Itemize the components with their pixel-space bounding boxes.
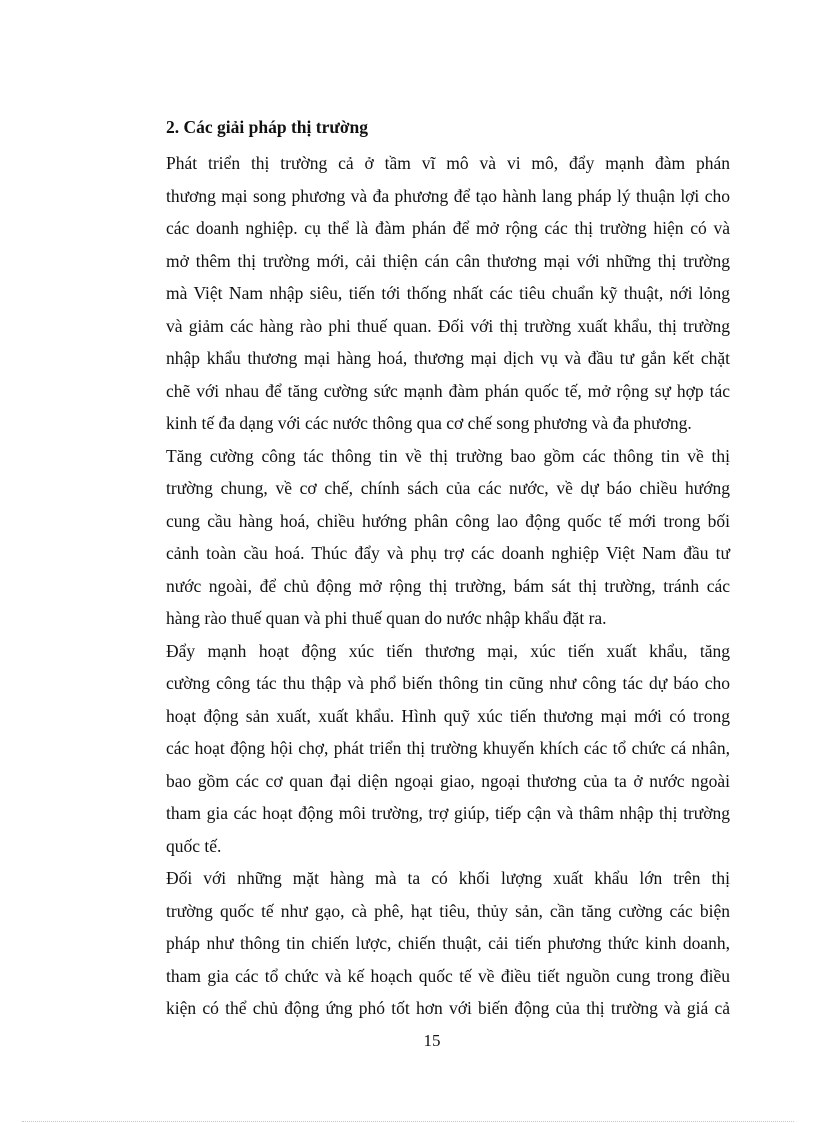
paragraph-line: Phát triển thị trường cả ở tầm vĩ mô và vi mô, đẩy mạnh đàm phán: [166, 153, 730, 173]
paragraph-2: [166, 440, 730, 635]
paragraph-line: bao gồm các cơ quan đại diện ngoại giao, ngoại thương của ta ở nước ngoài: [166, 770, 730, 791]
paragraph-3: [166, 635, 730, 863]
paragraph-line: chẽ với nhau để tăng cường sức mạnh đàm phán quốc tế, mở rộng sự hợp tác: [166, 380, 730, 401]
paragraph-line: và giảm các hàng rào phi thuế quan. Đối với thị trường xuất khẩu, thị trường: [166, 315, 730, 336]
paragraph-line: các hoạt động hội chợ, phát triển thị trường khuyến khích các tổ chức cá nhân,: [166, 738, 730, 758]
paragraph-line: tham gia các hoạt động môi trường, trợ giúp, tiếp cận và thâm nhập thị trường: [166, 803, 730, 823]
paragraph-line: tham gia các tổ chức và kế hoạch quốc tế về điều tiết nguồn cung trong điều: [166, 965, 730, 986]
paragraph-line: trường chung, về cơ chế, chính sách của các nước, về dự báo chiều hướng: [166, 478, 730, 498]
paragraph-line: hoạt động sản xuất, xuất khẩu. Hình quỹ xúc tiến thương mại mới có trong: [166, 705, 730, 726]
paragraph-line: Đối với những mặt hàng mà ta có khối lượng xuất khẩu lớn trên thị: [166, 868, 730, 888]
paragraph-line: kiện có thể chủ động ứng phó tốt hơn với biến động của thị trường và giá cả: [166, 998, 730, 1018]
paragraph-line: quốc tế.: [166, 835, 222, 856]
paragraph-line: mà Việt Nam nhập siêu, tiến tới thống nhất các tiêu chuẩn kỹ thuật, nới lỏng: [166, 283, 730, 303]
paragraph-1: [166, 147, 730, 440]
paragraph-line: mở thêm thị trường mới, cải thiện cán cân thương mại với những thị trường: [166, 250, 730, 271]
paragraph-line: cường công tác thu thập và phổ biến thông tin cũng như công tác dự báo cho: [166, 673, 730, 693]
paragraph-line: Tăng cường công tác thông tin về thị trường bao gồm các thông tin về thị: [166, 445, 730, 466]
document-body: [166, 113, 730, 1025]
paragraph-line: cung cầu hàng hoá, chiều hướng phân công lao động quốc tế mới trong bối: [166, 510, 730, 531]
paragraph-line: trường quốc tế như gạo, cà phê, hạt tiêu, thủy sản, cần tăng cường các biện: [166, 900, 730, 921]
paragraph-4: [166, 862, 730, 1025]
paragraph-line: các doanh nghiệp. cụ thể là đàm phán để mở rộng các thị trường hiện có và: [166, 218, 730, 238]
page-edge-rule: [22, 1121, 794, 1122]
paragraph-line: thương mại song phương và đa phương để tạo hành lang pháp lý thuận lợi cho: [166, 185, 730, 206]
paragraph-line: Đẩy mạnh hoạt động xúc tiến thương mại, xúc tiến xuất khẩu, tăng: [166, 640, 730, 661]
paragraph-line: hàng rào thuế quan và phi thuế quan do nước nhập khẩu đặt ra.: [166, 608, 607, 628]
paragraph-line: nhập khẩu thương mại hàng hoá, thương mại dịch vụ và đầu tư gắn kết chặt: [166, 348, 730, 368]
paragraph-line: nước ngoài, để chủ động mở rộng thị trường, bám sát thị trường, tránh các: [166, 575, 730, 596]
paragraph-line: cảnh toàn cầu hoá. Thúc đẩy và phụ trợ các doanh nghiệp Việt Nam đầu tư: [166, 543, 730, 563]
paragraph-line: kinh tế đa dạng với các nước thông qua cơ chế song phương và đa phương.: [166, 413, 692, 433]
paragraph-line: pháp như thông tin chiến lược, chiến thuật, cải tiến phương thức kinh doanh,: [166, 933, 730, 953]
section-heading: 2. Các giải pháp thị trường: [166, 117, 369, 137]
page-number: 15: [423, 1031, 441, 1050]
